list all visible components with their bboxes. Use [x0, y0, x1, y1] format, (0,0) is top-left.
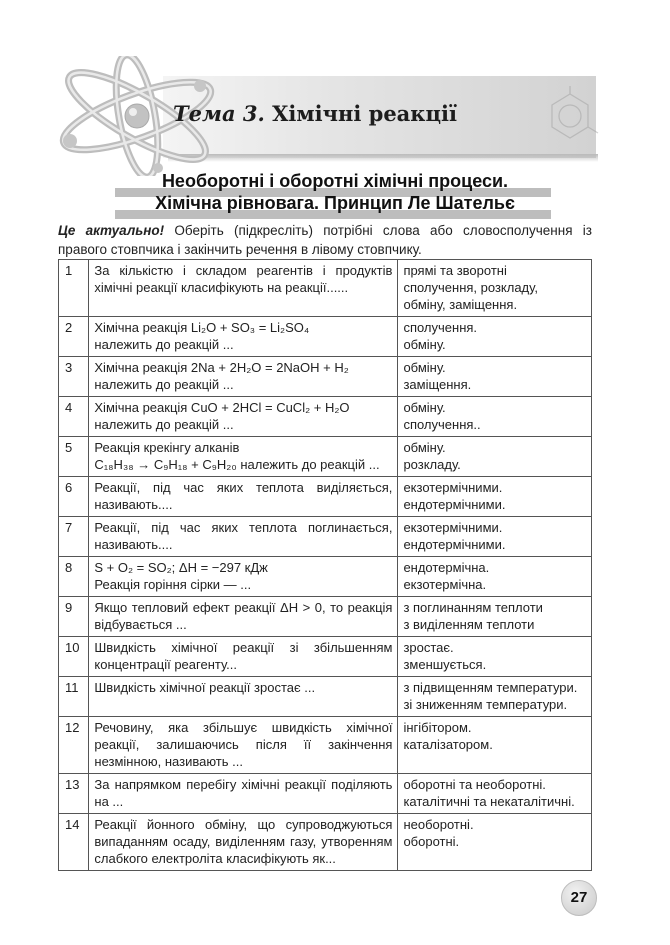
- answer-option[interactable]: каталізатором.: [403, 737, 493, 752]
- question-cell: [89, 814, 398, 871]
- table-row: [59, 437, 592, 477]
- question-cell: [89, 477, 398, 517]
- answer-option[interactable]: ендотермічними.: [403, 497, 506, 512]
- table-row: [59, 557, 592, 597]
- row-number: 6: [59, 477, 89, 517]
- answer-options-cell: [398, 717, 592, 774]
- row-number: 4: [59, 397, 89, 437]
- answer-options-cell: [398, 814, 592, 871]
- question-text: належить до реакцій ...: [94, 417, 234, 432]
- answer-option[interactable]: розкладу.: [403, 457, 461, 472]
- table-row: [59, 317, 592, 357]
- answer-option[interactable]: необоротні.: [403, 817, 474, 832]
- answer-options-cell: [398, 517, 592, 557]
- question-text: C₁₈H₃₈ → C₉H₁₈ + C₉H₂₀ належить до реакцій ...: [94, 457, 380, 472]
- answer-option[interactable]: екзотермічна.: [403, 577, 487, 592]
- table-row: [59, 517, 592, 557]
- row-number: 14: [59, 814, 89, 871]
- exercise-table-body: [59, 260, 592, 871]
- intro-text: Оберіть (підкресліть) потрібні слова або словосполучення із правого стовпчика і закінчить речення в лівому стовпчику.: [58, 223, 592, 257]
- answer-options-cell: [398, 317, 592, 357]
- topic-name: Хімічні реакції: [272, 101, 457, 126]
- intro-paragraph: [58, 221, 592, 259]
- question-cell: [89, 677, 398, 717]
- table-row: [59, 357, 592, 397]
- question-text: Хімічна реакція CuO + 2HCl = CuCl₂ + H₂O: [94, 400, 350, 415]
- answer-option[interactable]: ендотермічними.: [403, 537, 506, 552]
- table-row: [59, 597, 592, 637]
- table-row: [59, 774, 592, 814]
- intro-lead: Це актуально!: [58, 223, 165, 238]
- answer-option[interactable]: інгібітором.: [403, 720, 472, 735]
- answer-option[interactable]: екзотермічними.: [403, 480, 503, 495]
- table-row: [59, 260, 592, 317]
- question-text: Реакції, під час яких теплота поглинається, називають....: [94, 520, 393, 552]
- topic-label: Тема 3.: [173, 101, 265, 126]
- question-text: Реакція крекінгу алканів: [94, 440, 240, 455]
- question-cell: [89, 437, 398, 477]
- question-cell: [89, 357, 398, 397]
- question-text: Якщо тепловий ефект реакції ΔH > 0, то реакція відбувається ...: [94, 600, 393, 632]
- table-row: [59, 477, 592, 517]
- answer-option[interactable]: сполучення.: [403, 320, 478, 335]
- answer-option[interactable]: з поглинанням теплоти: [403, 600, 543, 615]
- question-cell: [89, 260, 398, 317]
- answer-option[interactable]: з виділенням теплоти: [403, 617, 535, 632]
- answer-options-cell: [398, 477, 592, 517]
- table-row: [59, 814, 592, 871]
- answer-option[interactable]: зростає.: [403, 640, 454, 655]
- row-number: 7: [59, 517, 89, 557]
- row-number: 9: [59, 597, 89, 637]
- answer-option[interactable]: обміну, заміщення.: [403, 297, 518, 312]
- answer-option[interactable]: оборотні.: [403, 834, 460, 849]
- exercise-table: [58, 259, 592, 871]
- row-number: 1: [59, 260, 89, 317]
- answer-option[interactable]: каталітичні та некаталітичні.: [403, 794, 575, 809]
- question-cell: [89, 717, 398, 774]
- answer-option[interactable]: обміну.: [403, 400, 446, 415]
- question-text: належить до реакцій ...: [94, 337, 234, 352]
- answer-option[interactable]: зі зниженням температури.: [403, 697, 568, 712]
- question-cell: [89, 774, 398, 814]
- question-cell: [89, 517, 398, 557]
- row-number: 8: [59, 557, 89, 597]
- question-text: Реакції йонного обміну, що супроводжуються випаданням осаду, виділенням газу, утворенням слабкого електроліта класифікують як...: [94, 817, 393, 866]
- row-number: 13: [59, 774, 89, 814]
- row-number: 5: [59, 437, 89, 477]
- table-row: [59, 397, 592, 437]
- question-text: За кількістю і складом реагентів і продуктів хімічні реакції класифікують на реакції......: [94, 263, 393, 295]
- table-row: [59, 677, 592, 717]
- row-number: 10: [59, 637, 89, 677]
- answer-option[interactable]: сполучення..: [403, 417, 481, 432]
- question-text: Хімічна реакція 2Na + 2H₂O = 2NaOH + H₂: [94, 360, 349, 375]
- table-row: [59, 717, 592, 774]
- page-number: 27: [561, 880, 597, 916]
- lesson-title-line-1: Необоротні і оборотні хімічні процеси.: [161, 171, 509, 191]
- row-number: 11: [59, 677, 89, 717]
- answer-options-cell: [398, 397, 592, 437]
- answer-option[interactable]: заміщення.: [403, 377, 472, 392]
- answer-options-cell: [398, 557, 592, 597]
- answer-options-cell: [398, 437, 592, 477]
- answer-option[interactable]: з підвищенням температури.: [403, 680, 578, 695]
- question-cell: [89, 317, 398, 357]
- lesson-title-line-2: Хімічна рівновага. Принцип Ле Шательє: [155, 193, 515, 213]
- answer-option[interactable]: сполучення, розкладу,: [403, 280, 538, 295]
- banner-shadow: [168, 154, 598, 162]
- answer-option[interactable]: екзотермічними.: [403, 520, 503, 535]
- answer-options-cell: [398, 260, 592, 317]
- answer-option[interactable]: обміну.: [403, 440, 446, 455]
- benzene-ring-icon: [540, 86, 600, 146]
- topic-title: [173, 101, 457, 126]
- answer-option[interactable]: прямі та зворотні: [403, 263, 507, 278]
- answer-options-cell: [398, 357, 592, 397]
- answer-options-cell: [398, 637, 592, 677]
- question-cell: [89, 597, 398, 637]
- question-text: S + O₂ = SO₂; ΔH = −297 кДж: [94, 560, 268, 575]
- question-text: Швидкість хімічної реакції зростає ...: [94, 680, 316, 695]
- row-number: 2: [59, 317, 89, 357]
- row-number: 12: [59, 717, 89, 774]
- question-text: Реакції, під час яких теплота виділяється, називають....: [94, 480, 393, 512]
- answer-option[interactable]: обміну.: [403, 360, 446, 375]
- answer-options-cell: [398, 774, 592, 814]
- question-text: Речовину, яка збільшує швидкість хімічної реакції, залишаючись після її закінчення незмінною, називають ...: [94, 720, 393, 769]
- answer-option[interactable]: оборотні та необоротні.: [403, 777, 546, 792]
- question-text: За напрямком перебігу хімічні реакції поділяють на ...: [94, 777, 393, 809]
- question-text: Швидкість хімічної реакції зі збільшенням концентрації реагенту...: [94, 640, 393, 672]
- row-number: 3: [59, 357, 89, 397]
- lesson-title: [118, 170, 552, 214]
- question-cell: [89, 557, 398, 597]
- answer-option[interactable]: обміну.: [403, 337, 446, 352]
- answer-option[interactable]: зменшується.: [403, 657, 487, 672]
- question-cell: [89, 637, 398, 677]
- question-text: Хімічна реакція Li₂O + SO₃ = Li₂SO₄: [94, 320, 310, 335]
- question-text: Реакція горіння сірки — ...: [94, 577, 252, 592]
- table-row: [59, 637, 592, 677]
- question-text: належить до реакцій ...: [94, 377, 234, 392]
- answer-option[interactable]: ендотермічна.: [403, 560, 490, 575]
- answer-options-cell: [398, 677, 592, 717]
- question-cell: [89, 397, 398, 437]
- answer-options-cell: [398, 597, 592, 637]
